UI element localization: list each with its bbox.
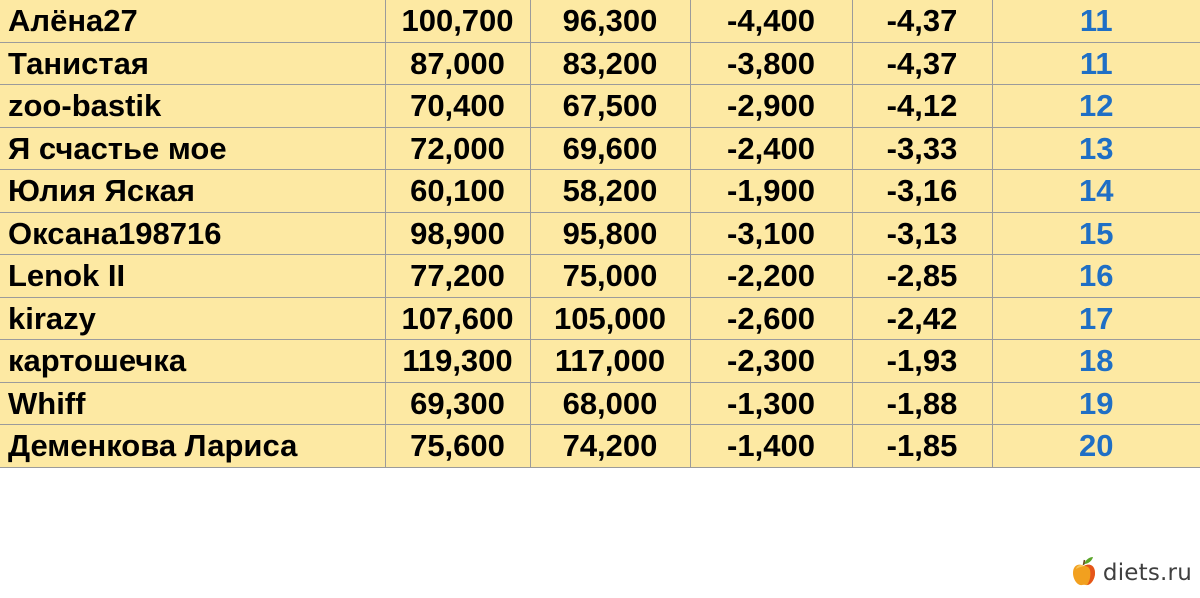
table-row bbox=[0, 170, 1200, 213]
percent-change-cell: -3,13 bbox=[852, 212, 992, 255]
table-row bbox=[0, 297, 1200, 340]
table-row bbox=[0, 425, 1200, 468]
weight-change-cell: -3,100 bbox=[690, 212, 852, 255]
participant-name-cell: kirazy bbox=[0, 297, 385, 340]
current-weight-cell: 75,000 bbox=[530, 255, 690, 298]
percent-change-cell: -2,85 bbox=[852, 255, 992, 298]
weight-change-cell: -2,300 bbox=[690, 340, 852, 383]
percent-change-cell: -1,88 bbox=[852, 382, 992, 425]
rank-cell: 16 bbox=[992, 255, 1200, 298]
weight-change-cell: -1,400 bbox=[690, 425, 852, 468]
table-row bbox=[0, 42, 1200, 85]
table-row bbox=[0, 382, 1200, 425]
rank-cell: 11 bbox=[992, 42, 1200, 85]
current-weight-cell: 117,000 bbox=[530, 340, 690, 383]
percent-change-cell: -2,42 bbox=[852, 297, 992, 340]
rank-cell: 18 bbox=[992, 340, 1200, 383]
start-weight-cell: 98,900 bbox=[385, 212, 530, 255]
participant-name-cell: Оксана198716 bbox=[0, 212, 385, 255]
current-weight-cell: 58,200 bbox=[530, 170, 690, 213]
current-weight-cell: 83,200 bbox=[530, 42, 690, 85]
table-row bbox=[0, 0, 1200, 42]
current-weight-cell: 67,500 bbox=[530, 85, 690, 128]
table-row bbox=[0, 85, 1200, 128]
rank-cell: 19 bbox=[992, 382, 1200, 425]
start-weight-cell: 77,200 bbox=[385, 255, 530, 298]
weight-change-cell: -2,200 bbox=[690, 255, 852, 298]
watermark-text: diets.ru bbox=[1102, 560, 1192, 586]
start-weight-cell: 72,000 bbox=[385, 127, 530, 170]
participant-name-cell: zoo-bastik bbox=[0, 85, 385, 128]
rank-cell: 17 bbox=[992, 297, 1200, 340]
current-weight-cell: 96,300 bbox=[530, 0, 690, 42]
participant-name-cell: Lenok II bbox=[0, 255, 385, 298]
rank-cell: 12 bbox=[992, 85, 1200, 128]
current-weight-cell: 69,600 bbox=[530, 127, 690, 170]
rank-cell: 14 bbox=[992, 170, 1200, 213]
current-weight-cell: 68,000 bbox=[530, 382, 690, 425]
start-weight-cell: 69,300 bbox=[385, 382, 530, 425]
percent-change-cell: -4,37 bbox=[852, 42, 992, 85]
percent-change-cell: -3,33 bbox=[852, 127, 992, 170]
weight-change-cell: -2,600 bbox=[690, 297, 852, 340]
weight-change-cell: -1,900 bbox=[690, 170, 852, 213]
percent-change-cell: -1,93 bbox=[852, 340, 992, 383]
weight-change-cell: -4,400 bbox=[690, 0, 852, 42]
rank-cell: 15 bbox=[992, 212, 1200, 255]
percent-change-cell: -3,16 bbox=[852, 170, 992, 213]
start-weight-cell: 60,100 bbox=[385, 170, 530, 213]
weight-change-cell: -3,800 bbox=[690, 42, 852, 85]
participant-name-cell: Танистая bbox=[0, 42, 385, 85]
rank-cell: 13 bbox=[992, 127, 1200, 170]
weight-change-cell: -1,300 bbox=[690, 382, 852, 425]
participant-name-cell: Юлия Яская bbox=[0, 170, 385, 213]
participant-name-cell: картошечка bbox=[0, 340, 385, 383]
percent-change-cell: -4,37 bbox=[852, 0, 992, 42]
participant-name-cell: Whiff bbox=[0, 382, 385, 425]
current-weight-cell: 74,200 bbox=[530, 425, 690, 468]
rank-cell: 11 bbox=[992, 0, 1200, 42]
rank-cell: 20 bbox=[992, 425, 1200, 468]
table-row bbox=[0, 255, 1200, 298]
weight-change-cell: -2,400 bbox=[690, 127, 852, 170]
participant-name-cell: Деменкова Лариса bbox=[0, 425, 385, 468]
current-weight-cell: 105,000 bbox=[530, 297, 690, 340]
start-weight-cell: 75,600 bbox=[385, 425, 530, 468]
start-weight-cell: 87,000 bbox=[385, 42, 530, 85]
current-weight-cell: 95,800 bbox=[530, 212, 690, 255]
percent-change-cell: -1,85 bbox=[852, 425, 992, 468]
table-row bbox=[0, 127, 1200, 170]
start-weight-cell: 100,700 bbox=[385, 0, 530, 42]
start-weight-cell: 70,400 bbox=[385, 85, 530, 128]
diets-ru-watermark bbox=[1071, 556, 1192, 590]
table-row bbox=[0, 212, 1200, 255]
table-row bbox=[0, 340, 1200, 383]
percent-change-cell: -4,12 bbox=[852, 85, 992, 128]
start-weight-cell: 107,600 bbox=[385, 297, 530, 340]
apple-icon bbox=[1071, 555, 1097, 592]
participant-name-cell: Я счастье мое bbox=[0, 127, 385, 170]
weight-change-cell: -2,900 bbox=[690, 85, 852, 128]
participant-name-cell: Алёна27 bbox=[0, 0, 385, 42]
start-weight-cell: 119,300 bbox=[385, 340, 530, 383]
